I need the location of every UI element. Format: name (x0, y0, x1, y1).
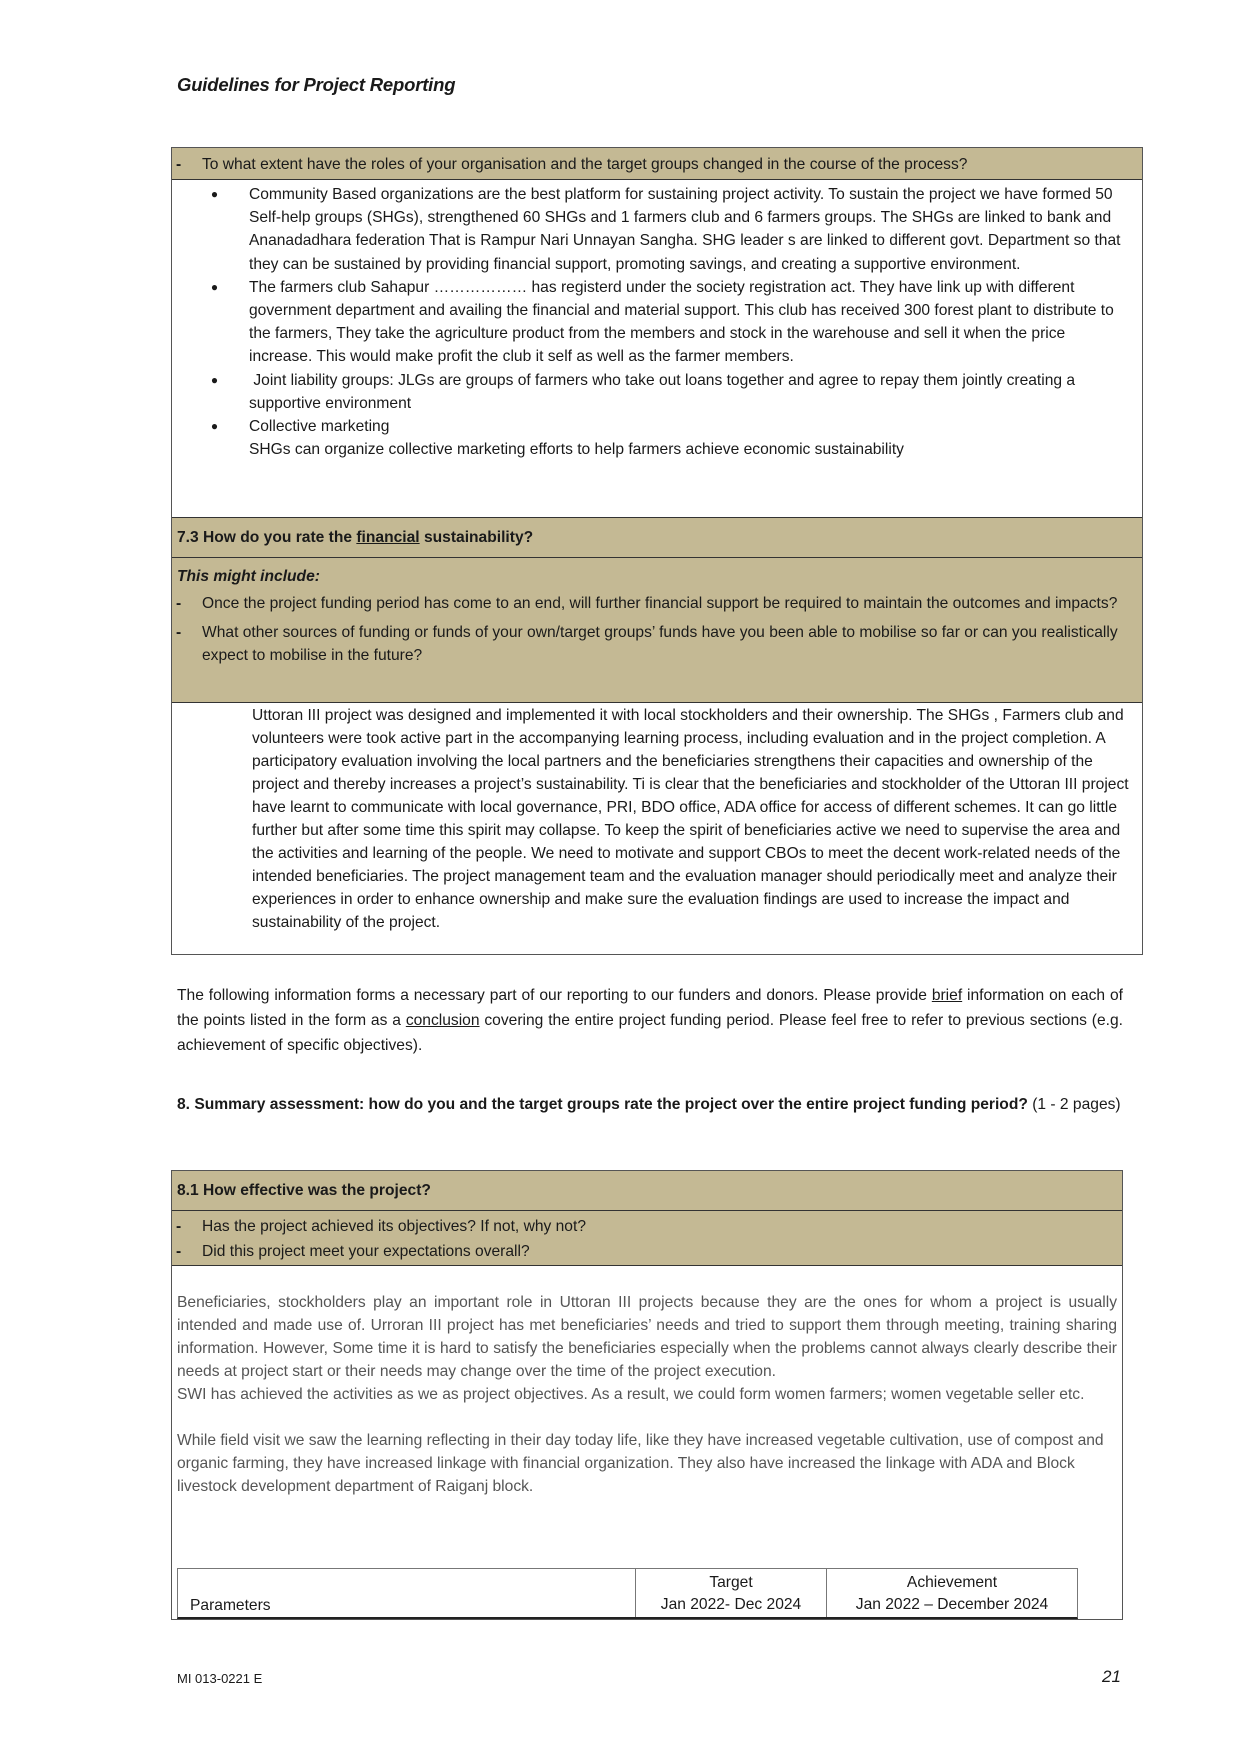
section-8-heading: 8. Summary assessment: how do you and the target groups rate the project over the entire project funding period? (1 - 2 pages) (177, 1096, 1121, 1113)
header-achievement: Achievement Jan 2022 – December 2024 (855, 1574, 1049, 1613)
financial-answer-row (172, 703, 1142, 954)
answer-paragraph: Beneficiaries, stockholders play an important role in Uttoran III projects because they are the ones for whom a project is usually intended and made use of. Urroran III project has met beneficiaries’ needs and tried to support them through meeting, training sharing information. However, Some time it is hard to satisfy the beneficiaries especially when the problems cannot always clearly describe their needs at project start or their needs may change over the time of the project execution. (177, 1294, 1117, 1380)
prompt-item: - Has the project achieved its objectives? If not, why not? (172, 1214, 1122, 1239)
bullet-text: Joint liability groups: JLGs are groups of farmers who take out loans together and agree to repay them jointly creating a supportive environment (249, 371, 1080, 412)
prompt-item: - Once the project funding period has come to an end, will further financial support be required to maintain the outcomes and impacts? (172, 592, 1142, 615)
bullet-text: Collective marketing (249, 418, 390, 436)
bullet-icon: ● (210, 419, 219, 434)
bullet-item (172, 415, 1142, 438)
roles-question-row (172, 148, 1142, 180)
intro-paragraph: The following information forms a necessary part of our reporting to our funders and donors. Please provide brief information on each of the points listed in the form as a conclusion covering the entire project funding period. Please feel free to refer to previous sections (e.g. achievement of specific objectives). (177, 987, 1123, 1054)
bullet-item (172, 183, 1142, 276)
this-might-include-label: This might include: (177, 568, 320, 585)
header-target: Target Jan 2022- Dec 2024 (636, 1569, 827, 1617)
effectiveness-answer-area (172, 1266, 1122, 1498)
page-number: 21 (1102, 1667, 1121, 1686)
roles-bullet-list (172, 183, 1142, 438)
effectiveness-title-row (172, 1171, 1122, 1211)
bullet-continuation: SHGs can organize collective marketing efforts to help farmers achieve economic sustainability (249, 441, 904, 459)
bullet-item (172, 276, 1142, 369)
answer-paragraph: While field visit we saw the learning reflecting in their day today life, like they have increased vegetable cultivation, use of compost and organic farming, they have increased linkage with financial organization. They also have increased the linkage with ADA and Block livestock development department of Raiganj block. (177, 1432, 1104, 1495)
sustainability-table (171, 147, 1143, 955)
bullet-text: Community Based organizations are the best platform for sustaining project activity. To sustain the project we have formed 50 Self-help groups (SHGs), strengthened 60 SHGs and 1 farmers club and 6 farmers groups. The SHGs are linked to bank and Ananadadhara federation That is Rampur Nari Unnayan Sangha. SHG leader s are linked to different govt. Department so that they can be sustained by providing financial support, promoting savings, and creating a supportive environment. (249, 186, 1121, 273)
dash-marker: - (176, 595, 182, 612)
header-parameters: Parameters (178, 1569, 636, 1617)
effectiveness-prompts-row (172, 1211, 1122, 1266)
section-7-3-title: 7.3 How do you rate the financial sustainability? (177, 529, 534, 546)
financial-sustainability-title-row (172, 518, 1142, 558)
bullet-text: The farmers club Sahapur ……………… has registerd under the society registration act. They have link up with different government department and availing the financial and material support. This club has received 300 forest plant to distribute to the farmers, They take the agriculture product from the members and stock in the warehouse and sell it when the price increase. This would make profit the club it self as well as the farmer members. (249, 278, 1114, 366)
effectiveness-table (171, 1170, 1123, 1620)
parameters-table-header (177, 1568, 1078, 1619)
prompt-item: - What other sources of funding or funds of your own/target groups’ funds have you been able to mobilise so far or can you realistically expect to mobilise in the future? (172, 621, 1142, 667)
roles-answer-row (172, 180, 1142, 518)
roles-question-text: To what extent have the roles of your organisation and the target groups changed in the course of the process? (202, 156, 968, 173)
financial-answer-text: Uttoran III project was designed and implemented it with local stockholders and their ownership. The SHGs , Farmers club and volunteers were took active part in the accompanying learning process, including evaluation and in the project completion. A participatory evaluation involving the local partners and the beneficiaries strengthens their capacities and ownership of the project and thereby increases a project’s sustainability. Ti is clear that the beneficiaries and stockholder of the Uttoran III project have learnt to communicate with local governance, PRI, BDO office, ADA office for access of different schemes. It can go little further but after some time this spirit may collapse. To keep the spirit of beneficiaries active we need to supervise the area and the activities and learning of the people. We need to motivate and support CBOs to meet the decent work-related needs of the intended beneficiaries. The project management team and the evaluation manager should periodically meet and analyze their experiences in order to enhance ownership and make sure the evaluation findings are used to increase the impact and sustainability of the project. (252, 707, 1129, 931)
dash-marker: - (176, 1218, 182, 1235)
page-header-title: Guidelines for Project Reporting (177, 74, 456, 95)
bullet-icon: ● (210, 372, 219, 387)
dash-marker: - (176, 1243, 182, 1260)
financial-prompts-row (172, 558, 1142, 703)
bullet-icon: ● (210, 279, 219, 294)
dash-marker: - (176, 624, 182, 641)
prompt-item: - Did this project meet your expectations overall? (172, 1239, 1122, 1264)
bullet-icon: ● (210, 187, 219, 201)
roles-question (172, 153, 1142, 176)
answer-paragraph: SWI has achieved the activities as we as project objectives. As a result, we could form women farmers; women vegetable seller etc. (177, 1386, 1085, 1403)
dash-marker: - (176, 156, 182, 173)
bullet-item (172, 369, 1142, 415)
section-8-1-title: 8.1 How effective was the project? (177, 1182, 431, 1199)
document-code: MI 013-0221 E (177, 1671, 263, 1686)
